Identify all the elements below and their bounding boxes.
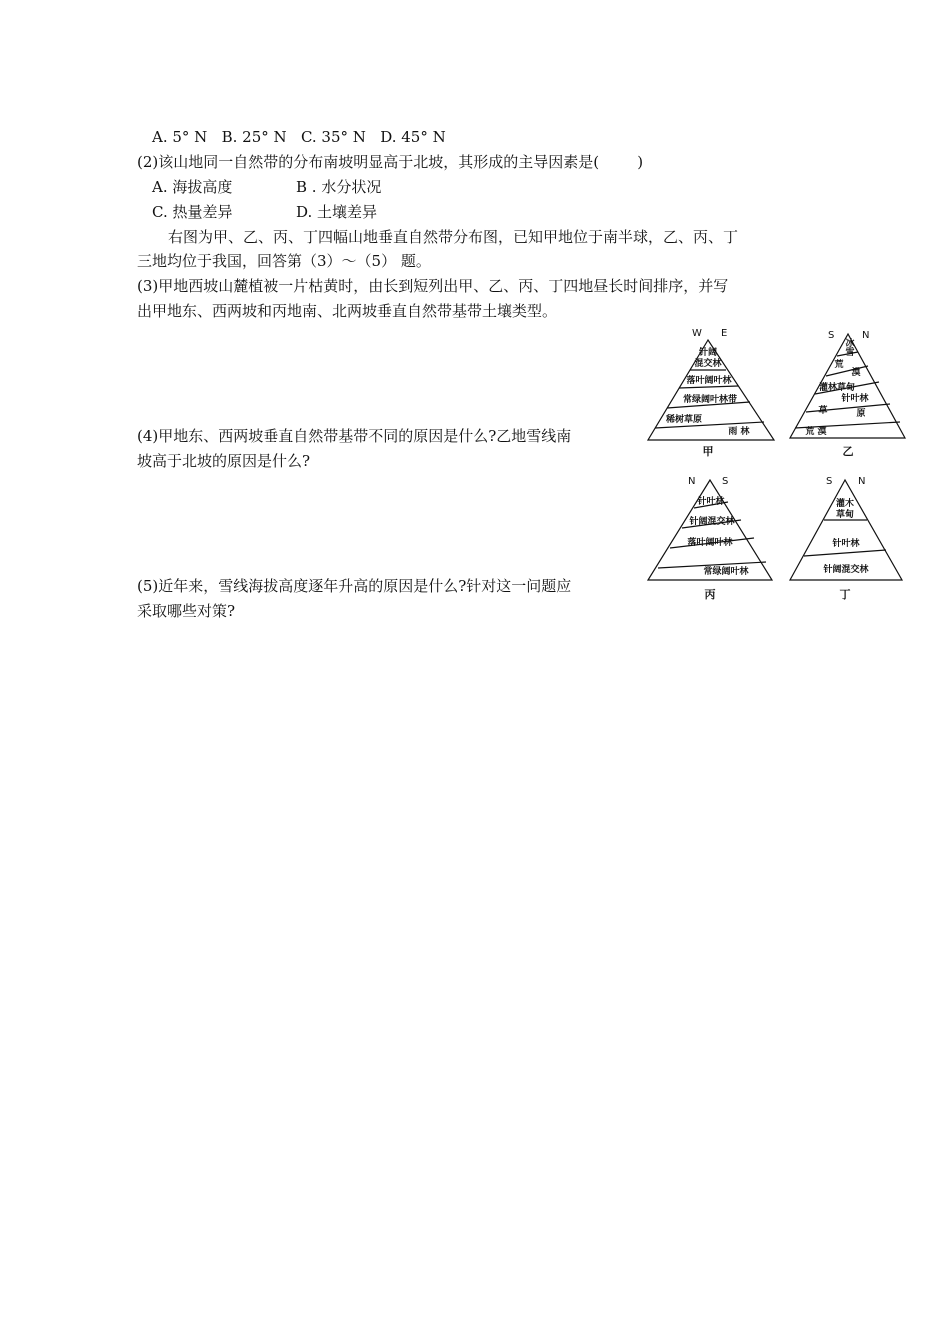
band-label: 常绿阔叶林 <box>703 567 749 577</box>
question-1-options: A. 5° N B. 25° N C. 35° N D. 45° N <box>152 128 446 146</box>
band-label: 灌木 <box>835 499 855 509</box>
band-label: 冰 <box>845 339 855 349</box>
question-2-option-d: D. 土壤差异 <box>296 203 378 221</box>
direction-n-label: N <box>862 330 870 341</box>
diagram-caption: 乙 <box>842 445 854 458</box>
band-label: 常绿阔叶林带 <box>682 395 738 405</box>
question-3-line-1: (3)甲地西坡山麓植被一片枯黄时，由长到短列出甲、乙、丙、丁四地昼长时间排序，并写 <box>137 277 729 295</box>
intro-line-2: 三地均位于我国，回答第（3）～（5） 题。 <box>137 252 431 270</box>
band-label: 雨 林 <box>728 427 750 437</box>
question-2-option-c: C. 热量差异 <box>152 203 233 221</box>
question-5-line-1: (5)近年来，雪线海拔高度逐年升高的原因是什么?针对这一问题应 <box>137 577 572 595</box>
direction-s-label: S <box>826 476 833 487</box>
question-4-line-2: 坡高于北坡的原因是什么? <box>137 452 311 470</box>
question-2-option-b: B . 水分状况 <box>296 178 382 196</box>
direction-s-label: S <box>828 330 835 341</box>
band-label: 漠 <box>851 368 861 378</box>
band-label: 灌林草甸 <box>818 383 856 393</box>
band-label: 原 <box>856 409 866 419</box>
direction-s-label: S <box>722 476 729 487</box>
question-5-line-2: 采取哪些对策? <box>137 602 236 620</box>
direction-e-label: E <box>721 328 728 339</box>
question-2-stem: (2)该山地同一自然带的分布南坡明显高于北坡，其形成的主导因素是( ) <box>137 153 644 171</box>
band-label: 针阔混交林 <box>823 565 869 575</box>
band-label: 荒 漠 <box>805 427 827 437</box>
band-label: 荒 <box>834 360 844 370</box>
intro-line-1: 右图为甲、乙、丙、丁四幅山地垂直自然带分布图，已知甲地位于南半球，乙、丙、丁 <box>168 228 739 246</box>
direction-w-label: W <box>692 328 702 339</box>
direction-n-label: N <box>858 476 866 487</box>
band-label: 落叶阔叶林 <box>687 538 733 548</box>
question-3-line-2: 出甲地东、西两坡和丙地南、北两坡垂直自然带基带土壤类型。 <box>137 302 558 320</box>
question-4-line-1: (4)甲地东、西两坡垂直自然带基带不同的原因是什么?乙地雪线南 <box>137 427 572 445</box>
direction-n-label: N <box>688 476 696 487</box>
mountain-diagram-bing <box>642 470 782 614</box>
mountain-diagram-yi <box>782 318 912 467</box>
question-2-option-a: A. 海拔高度 <box>152 178 233 196</box>
band-label: 雪 <box>845 348 855 358</box>
mountain-diagram-ding <box>782 470 912 614</box>
band-label: 针叶林 <box>841 394 869 404</box>
band-label: 草 <box>818 406 828 416</box>
band-label: 针阔 <box>698 348 718 358</box>
band-label: 针叶林 <box>832 539 860 549</box>
band-label: 草甸 <box>835 510 855 520</box>
band-label: 针阔混交林 <box>689 517 735 527</box>
band-label: 针叶林 <box>697 497 725 507</box>
mountain-diagram-jia <box>642 318 782 467</box>
diagram-caption: 丁 <box>839 588 851 601</box>
diagram-caption: 丙 <box>704 588 716 601</box>
band-label: 混交林 <box>694 359 722 369</box>
band-label: 落叶阔叶林 <box>686 376 732 386</box>
diagram-caption: 甲 <box>702 445 714 458</box>
band-label: 稀树草原 <box>665 415 703 425</box>
